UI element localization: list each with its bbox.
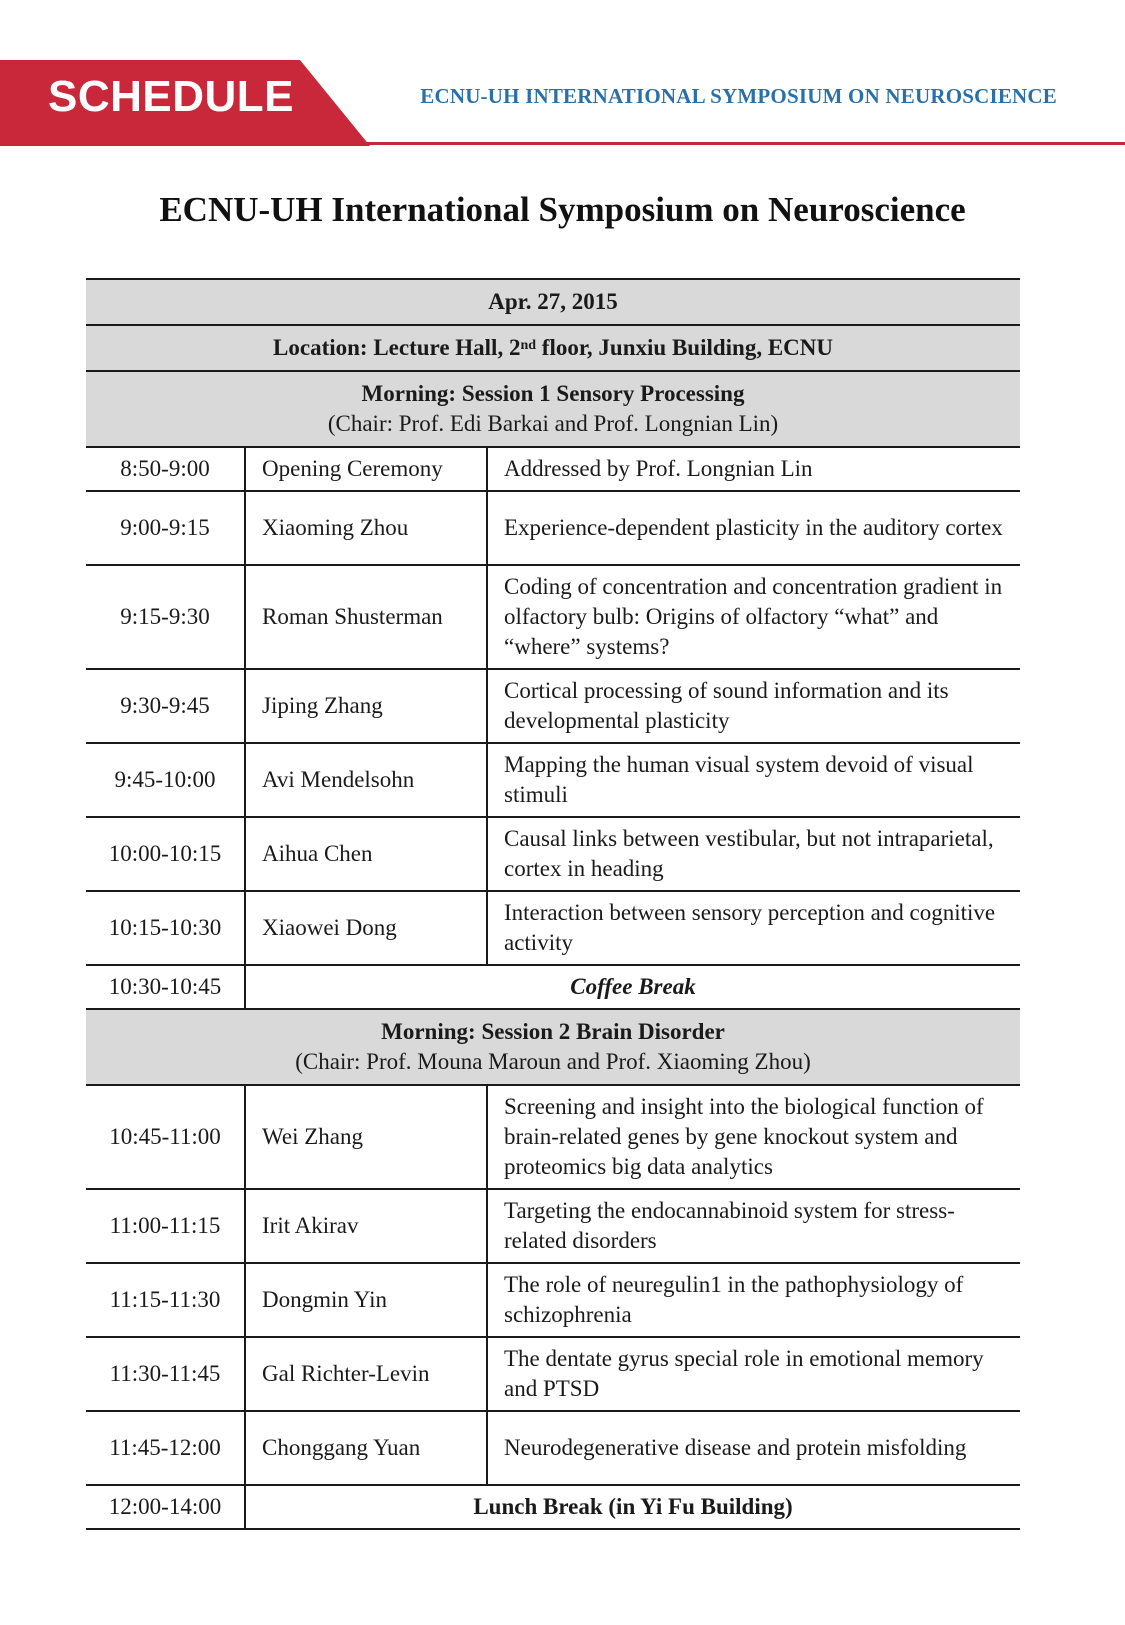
- time-cell: 8:50-9:00: [86, 447, 245, 491]
- topic-cell: Cortical processing of sound information and its developmental plasticity: [487, 669, 1020, 743]
- time-cell: 10:45-11:00: [86, 1085, 245, 1189]
- time-cell: 11:30-11:45: [86, 1337, 245, 1411]
- talk-row: [86, 1085, 1020, 1189]
- speaker-cell: Chonggang Yuan: [245, 1411, 487, 1485]
- location-text: Location: Lecture Hall, 2: [273, 335, 521, 360]
- schedule-label: SCHEDULE: [48, 72, 295, 121]
- session-1-header: [86, 371, 1020, 447]
- talk-row: [86, 669, 1020, 743]
- session-2-header: [86, 1009, 1020, 1085]
- talk-row: [86, 743, 1020, 817]
- topic-cell: Targeting the endocannabinoid system for stress-related disorders: [487, 1189, 1020, 1263]
- topic-cell: Interaction between sensory perception and cognitive activity: [487, 891, 1020, 965]
- topic-cell: Coding of concentration and concentration gradient in olfactory bulb: Origins of olfactory “what” and “where” systems?: [487, 565, 1020, 669]
- time-cell: 11:15-11:30: [86, 1263, 245, 1337]
- talk-row: [86, 817, 1020, 891]
- date-row: [86, 279, 1020, 325]
- topic-cell: The role of neuregulin1 in the pathophysiology of schizophrenia: [487, 1263, 1020, 1337]
- symposium-subtitle: ECNU-UH INTERNATIONAL SYMPOSIUM ON NEUROSCIENCE: [420, 84, 1057, 108]
- speaker-cell: Opening Ceremony: [245, 447, 487, 491]
- speaker-cell: Aihua Chen: [245, 817, 487, 891]
- speaker-cell: Gal Richter-Levin: [245, 1337, 487, 1411]
- time-cell: 9:45-10:00: [86, 743, 245, 817]
- location-ordinal: nd: [520, 338, 537, 353]
- schedule-table: [86, 278, 1020, 1530]
- talk-row: [86, 565, 1020, 669]
- time-cell: 10:00-10:15: [86, 817, 245, 891]
- talk-row: [86, 491, 1020, 565]
- topic-cell: Neurodegenerative disease and protein misfolding: [487, 1411, 1020, 1485]
- header-banner: [0, 60, 1125, 146]
- time-cell: 9:15-9:30: [86, 565, 245, 669]
- session-title: Morning: Session 2 Brain Disorder: [381, 1019, 725, 1044]
- speaker-cell: Roman Shusterman: [245, 565, 487, 669]
- time-cell: 11:00-11:15: [86, 1189, 245, 1263]
- talk-row: [86, 891, 1020, 965]
- speaker-cell: Xiaowei Dong: [245, 891, 487, 965]
- speaker-cell: Irit Akirav: [245, 1189, 487, 1263]
- break-label: Coffee Break: [245, 965, 1020, 1009]
- talk-row: [86, 1189, 1020, 1263]
- time-cell: 10:15-10:30: [86, 891, 245, 965]
- speaker-cell: Xiaoming Zhou: [245, 491, 487, 565]
- coffee-break-row: [86, 965, 1020, 1009]
- session-chair: (Chair: Prof. Edi Barkai and Prof. Longnian Lin): [327, 411, 779, 436]
- speaker-cell: Dongmin Yin: [245, 1263, 487, 1337]
- speaker-cell: Avi Mendelsohn: [245, 743, 487, 817]
- header-rule: [360, 142, 1125, 145]
- location-cell: [86, 325, 1020, 371]
- talk-row: [86, 1263, 1020, 1337]
- location-text-rest: floor, Junxiu Building, ECNU: [536, 335, 833, 360]
- topic-cell: Mapping the human visual system devoid of visual stimuli: [487, 743, 1020, 817]
- talk-row: [86, 1411, 1020, 1485]
- talk-row: [86, 1337, 1020, 1411]
- topic-cell: Addressed by Prof. Longnian Lin: [487, 447, 1020, 491]
- session-title: Morning: Session 1 Sensory Processing: [361, 381, 745, 406]
- lunch-break-row: [86, 1485, 1020, 1529]
- speaker-cell: Jiping Zhang: [245, 669, 487, 743]
- speaker-cell: Wei Zhang: [245, 1085, 487, 1189]
- topic-cell: Screening and insight into the biological function of brain-related genes by gene knockout system and proteomics big data analytics: [487, 1085, 1020, 1189]
- time-cell: 9:00-9:15: [86, 491, 245, 565]
- break-time: 12:00-14:00: [86, 1485, 245, 1529]
- break-label: Lunch Break (in Yi Fu Building): [245, 1485, 1020, 1529]
- topic-cell: Causal links between vestibular, but not intraparietal, cortex in heading: [487, 817, 1020, 891]
- page-title: ECNU-UH International Symposium on Neuroscience: [159, 190, 966, 229]
- talk-row: [86, 447, 1020, 491]
- session-chair: (Chair: Prof. Mouna Maroun and Prof. Xiaoming Zhou): [295, 1049, 811, 1074]
- break-time: 10:30-10:45: [86, 965, 245, 1009]
- topic-cell: Experience-dependent plasticity in the auditory cortex: [487, 491, 1020, 565]
- time-cell: 9:30-9:45: [86, 669, 245, 743]
- date-cell: Apr. 27, 2015: [86, 279, 1020, 325]
- topic-cell: The dentate gyrus special role in emotional memory and PTSD: [487, 1337, 1020, 1411]
- location-row: [86, 325, 1020, 371]
- time-cell: 11:45-12:00: [86, 1411, 245, 1485]
